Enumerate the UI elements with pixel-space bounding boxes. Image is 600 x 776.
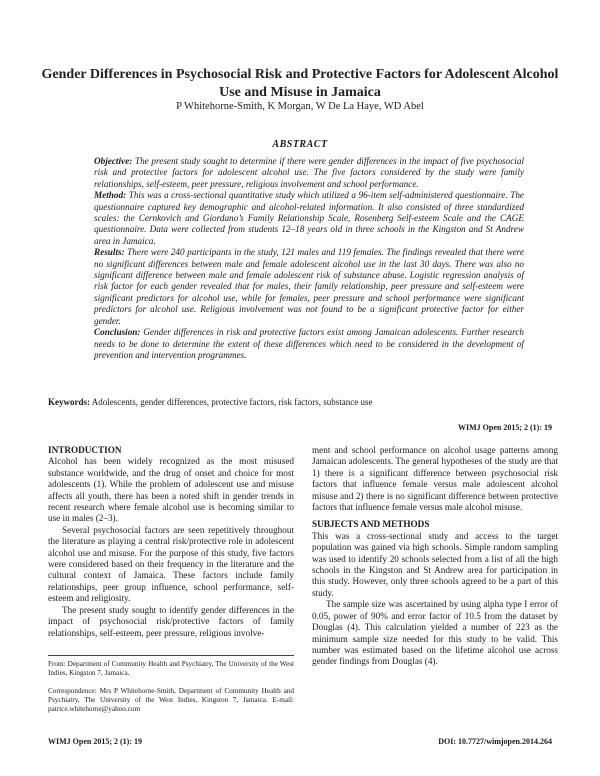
intro-paragraph-1: Alcohol has been widely recognized as the most misused substance worldwide, and the drug of onset and choice for most adolescents (1). While the problem of adolescent use and misuse affects all youth, there has been a noted shift in gender trends in recent research where female alcohol use is becoming similar to use in males (2–3). [48,456,294,524]
keywords-label: Keywords: [48,397,90,407]
abstract-results: Results: There were 240 participants in the study, 121 males and 119 females. The findings revealed that there were no significant differences between male and female adolescent alcohol use in the last 30 days. There was also no significant difference between male and female adolescent risk of substance abuse. Logistic regression analysis of risk factor for each gender revealed that for males, their family relationship, peer pressure and self-esteem were significant predictors for alcohol use, while for females, peer pressure and school performance were significant predictors for alcohol use. Religious involvement was not found to be a significant protective factor for either gender. [94,247,524,326]
abstract-heading: ABSTRACT [272,139,328,150]
methods-paragraph-2: The sample size was ascertained by using alpha type I error of 0.05, power of 90% and error factor of 10.5 from the dataset by Douglas (4). This calculation yielded a number of 223 as the minimum sample size needed for this study to be valid. This number was estimated based on the lifetime alcohol use across gender findings from Douglas (4). [312,599,558,667]
footer-doi: DOI: 10.7727/wimjopen.2014.264 [438,737,552,746]
abstract-body [94,156,524,361]
author-list: P Whitehorne-Smith, K Morgan, W De La Haye, WD Abel [176,101,424,112]
correspondence-footnote: Correspondence: Mrs P Whitehorne-Smith, Department of Community Health and Psychiatry, The University of the West Indies, Kingston 7, Jamaica. E-mail: patrice.whitehorne@yahoo.com [48,687,294,713]
abstract-objective: Objective: The present study sought to determine if there were gender differences in the impact of five psychosocial risk and protective factors for adolescent alcohol use. The five factors considered by the study were family relationships, self-esteem, peer pressure, religious involvement and school performance. [94,156,524,189]
introduction-heading: INTRODUCTION [48,445,122,455]
footer-citation: WIMJ Open 2015; 2 (1): 19 [48,737,142,746]
left-column [48,445,294,639]
intro-paragraph-3: The present study sought to identify gender differences in the impact of psychosocial risk/protective factors of family relationships, self-esteem, peer pressure, religious involve- [48,604,294,638]
paper-title: Gender Differences in Psychosocial Risk and Protective Factors for Adolescent Alcohol Use and Misuse in Jamaica [41,67,559,100]
intro-paragraph-2: Several psychosocial factors are seen repetitively throughout the literature as playing a central risk/protective role in adolescent alcohol use and misuse. For the purpose of this study, five factors were considered based on their frequency in the literature and the cultural context of Jamaica. These factors include family relationships, peer group influence, school performance, self-esteem and religiosity. [48,524,294,604]
footnote-divider [48,655,294,656]
right-column [312,445,558,668]
affiliation-footnote: From: Department of Community Health and Psychiatry, The University of the West Indies, Kingston 7, Jamaica. [48,660,294,677]
abstract-method: Method: This was a cross-sectional quantitative study which utilized a 96-item self-administered questionnaire. The questionnaire captured key demographic and alcohol-related information. It also consisted of three standardized scales: the Cernkovich and Giordano’s Family Relationship Scale, Rosenberg Self-esteem Scale and the CAGE questionnaire. Data were collected from students 12–18 years old in three schools in the Kingston and St Andrew area in Jamaica. [94,190,524,246]
keywords-text: Adolescents, gender differences, protective factors, risk factors, substance use [91,397,373,407]
method-label: Method: [94,190,127,201]
conclusion-label: Conclusion: [94,327,141,338]
methods-heading: SUBJECTS AND METHODS [312,519,430,530]
intro-paragraph-3-continued: ment and school performance on alcohol usage patterns among Jamaican adolescents. The general hypotheses of the study are that 1) there is a significant difference between psychosocial risk factors that influence female versus male adolescent alcohol misuse and 2) there is no significant difference between protective factors that influence female versus male alcohol misuse. [312,445,558,513]
keywords-line [48,397,568,408]
journal-citation: WIMJ Open 2015; 2 (1): 19 [458,423,552,432]
methods-paragraph-1: This was a cross-sectional study and access to the target population was gained via high schools. Simple random sampling was used to identify 20 schools selected from a list of all the high schools in the Kingston and St Andrew area for participation in this study. However, only three schools agreed to be a part of this study. [312,530,558,598]
results-label: Results: [94,247,125,258]
objective-label: Objective: [94,156,133,166]
abstract-conclusion: Conclusion: Gender differences in risk and protective factors exist among Jamaican adolescents. Further research needs to be done to determine the extent of these differences which need to be considered in the development of prevention and intervention programmes. [94,327,525,360]
